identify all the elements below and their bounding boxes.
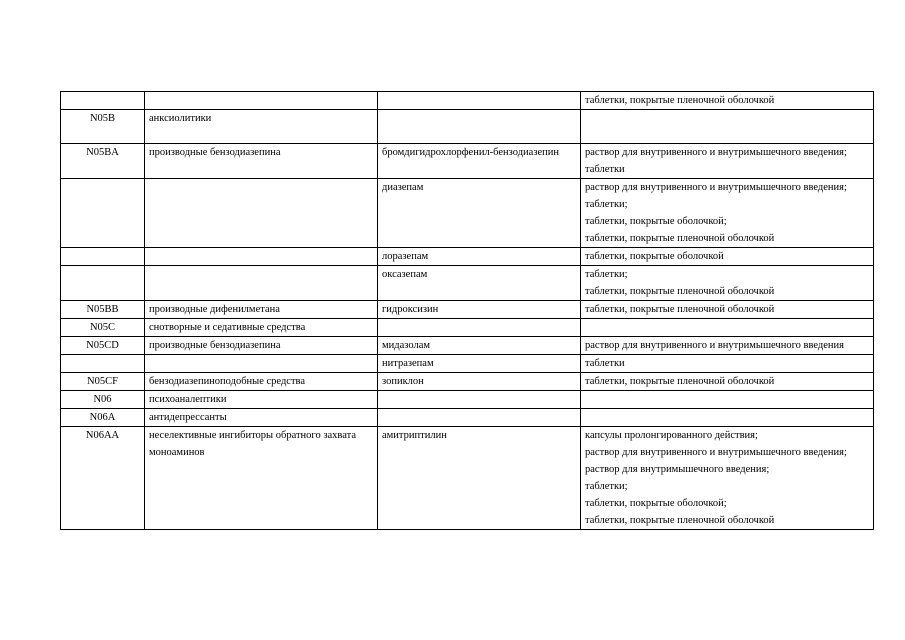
table-row bbox=[61, 301, 874, 319]
table-row bbox=[61, 391, 874, 409]
atc-code-cell bbox=[61, 248, 145, 266]
dosage-forms-cell bbox=[581, 110, 874, 144]
dosage-forms-cell bbox=[581, 301, 874, 319]
drug-name-cell bbox=[378, 391, 581, 409]
atc-code-cell bbox=[61, 355, 145, 373]
atc-code-cell: N06A bbox=[61, 409, 145, 427]
dosage-form-line: раствор для внутривенного и внутримышечного введения; bbox=[585, 447, 847, 458]
atc-code-cell bbox=[61, 92, 145, 110]
dosage-form-line: таблетки, покрытые оболочкой bbox=[585, 251, 724, 262]
dosage-form-line: капсулы пролонгированного действия; bbox=[585, 430, 758, 441]
drug-name-cell: зопиклон bbox=[378, 373, 581, 391]
drug-classification-table bbox=[60, 91, 874, 530]
table-row bbox=[61, 319, 874, 337]
table-row bbox=[61, 355, 874, 373]
dosage-form-line: раствор для внутримышечного введения; bbox=[585, 464, 770, 475]
drug-name-cell: гидроксизин bbox=[378, 301, 581, 319]
group-name-cell: бензодиазепиноподобные средства bbox=[145, 373, 378, 391]
atc-code-cell: N05BB bbox=[61, 301, 145, 319]
dosage-form-line: таблетки bbox=[585, 358, 625, 369]
group-name-cell: производные дифенилметана bbox=[145, 301, 378, 319]
atc-code-cell: N05C bbox=[61, 319, 145, 337]
dosage-forms-cell bbox=[581, 409, 874, 427]
table-row bbox=[61, 110, 874, 144]
table-row bbox=[61, 144, 874, 179]
dosage-form-line: таблетки; bbox=[585, 199, 628, 210]
dosage-forms-cell bbox=[581, 391, 874, 409]
dosage-form-line: таблетки, покрытые пленочной оболочкой bbox=[585, 376, 775, 387]
drug-name-cell: диазепам bbox=[378, 179, 581, 248]
group-name-cell: производные бензодиазепина bbox=[145, 144, 378, 179]
dosage-form-line: таблетки, покрытые оболочкой; bbox=[585, 498, 727, 509]
dosage-form-line: раствор для внутривенного и внутримышечного введения; bbox=[585, 182, 847, 193]
drug-name-cell: оксазепам bbox=[378, 266, 581, 301]
group-name-cell: производные бензодиазепина bbox=[145, 337, 378, 355]
table-row bbox=[61, 92, 874, 110]
dosage-form-line: раствор для внутривенного и внутримышечного введения bbox=[585, 340, 844, 351]
drug-name-cell: бромдигидрохлорфенил-бензодиазепин bbox=[378, 144, 581, 179]
dosage-form-line: таблетки, покрытые пленочной оболочкой bbox=[585, 95, 775, 106]
table-row bbox=[61, 427, 874, 530]
atc-code-cell: N05CD bbox=[61, 337, 145, 355]
group-name-cell bbox=[145, 92, 378, 110]
table-row bbox=[61, 266, 874, 301]
table-row bbox=[61, 179, 874, 248]
dosage-form-line: таблетки, покрытые пленочной оболочкой bbox=[585, 515, 775, 526]
drug-name-cell: лоразепам bbox=[378, 248, 581, 266]
atc-code-cell bbox=[61, 266, 145, 301]
group-name-cell: анксиолитики bbox=[145, 110, 378, 144]
drug-name-cell: амитриптилин bbox=[378, 427, 581, 530]
dosage-forms-cell bbox=[581, 92, 874, 110]
dosage-forms-cell bbox=[581, 319, 874, 337]
drug-name-cell bbox=[378, 92, 581, 110]
table-row bbox=[61, 248, 874, 266]
group-name-cell: психоаналептики bbox=[145, 391, 378, 409]
group-name-cell bbox=[145, 266, 378, 301]
dosage-form-line: таблетки; bbox=[585, 269, 628, 280]
atc-code-cell: N06 bbox=[61, 391, 145, 409]
atc-code-cell bbox=[61, 179, 145, 248]
group-name-cell: неселективные ингибиторы обратного захвата моноаминов bbox=[145, 427, 378, 530]
dosage-form-line: таблетки, покрытые пленочной оболочкой bbox=[585, 304, 775, 315]
table-row bbox=[61, 337, 874, 355]
group-name-cell bbox=[145, 248, 378, 266]
dosage-forms-cell bbox=[581, 337, 874, 355]
dosage-forms-cell bbox=[581, 179, 874, 248]
group-name-cell: антидепрессанты bbox=[145, 409, 378, 427]
drug-name-cell bbox=[378, 319, 581, 337]
atc-code-cell: N05CF bbox=[61, 373, 145, 391]
dosage-forms-cell bbox=[581, 248, 874, 266]
group-name-cell bbox=[145, 355, 378, 373]
table-row bbox=[61, 409, 874, 427]
table-body bbox=[61, 92, 874, 530]
dosage-forms-cell bbox=[581, 427, 874, 530]
dosage-form-line: таблетки bbox=[585, 164, 625, 175]
drug-name-cell: мидазолам bbox=[378, 337, 581, 355]
drug-name-cell: нитразепам bbox=[378, 355, 581, 373]
dosage-form-line: таблетки, покрытые пленочной оболочкой bbox=[585, 286, 775, 297]
dosage-form-line: таблетки; bbox=[585, 481, 628, 492]
group-name-cell bbox=[145, 179, 378, 248]
dosage-form-line: таблетки, покрытые оболочкой; bbox=[585, 216, 727, 227]
atc-code-cell: N06AA bbox=[61, 427, 145, 530]
dosage-forms-cell bbox=[581, 266, 874, 301]
group-name-cell: снотворные и седативные средства bbox=[145, 319, 378, 337]
dosage-form-line: раствор для внутривенного и внутримышечного введения; bbox=[585, 147, 847, 158]
drug-name-cell bbox=[378, 409, 581, 427]
atc-code-cell: N05B bbox=[61, 110, 145, 144]
dosage-form-line: таблетки, покрытые пленочной оболочкой bbox=[585, 233, 775, 244]
table-row bbox=[61, 373, 874, 391]
dosage-forms-cell bbox=[581, 373, 874, 391]
dosage-forms-cell bbox=[581, 144, 874, 179]
dosage-forms-cell bbox=[581, 355, 874, 373]
drug-name-cell bbox=[378, 110, 581, 144]
atc-code-cell: N05BA bbox=[61, 144, 145, 179]
